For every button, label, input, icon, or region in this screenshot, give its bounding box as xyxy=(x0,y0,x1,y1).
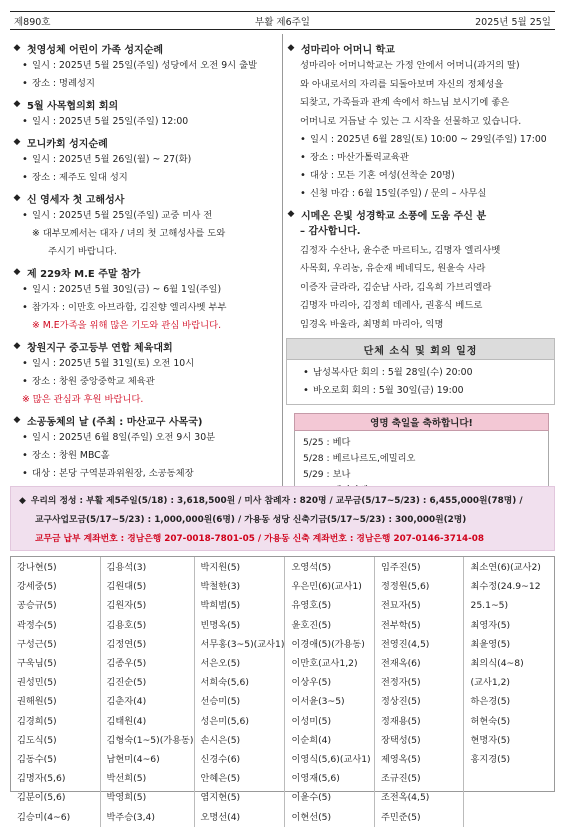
birthday-item: 5/25 : 베다 xyxy=(303,437,351,448)
notice-title: 첫영성체 어린이 가족 성지순례 xyxy=(27,44,164,56)
notice-thanks xyxy=(286,205,555,334)
bulletin-header xyxy=(10,11,555,30)
notice-title: 시메온 은빛 성경학교 소풍에 도움 주신 분 xyxy=(301,210,487,222)
donor-name: 정정원(5,6) xyxy=(380,581,430,593)
donor-column xyxy=(195,557,286,827)
birthday-item: 5/29 : 보나 xyxy=(303,469,351,480)
finance-line: 우리의 정성 : 부활 제5주일(5/18) : 3,618,500원 / 미사 참례자 : 820명 / 교무금(5/17~5/23) : 6,455,000원(78명) / xyxy=(30,496,523,506)
donor-name: 최수정(24.9~12 xyxy=(470,581,541,593)
donor-name: 박희범(5) xyxy=(200,600,241,612)
donor-name: 김경희(5) xyxy=(17,715,57,727)
school-description-line: 되찾고, 가족들과 관계 속에서 하느님 보시기에 좋은 xyxy=(300,97,510,108)
column-divider xyxy=(282,34,283,486)
donor-name: 김용석(3) xyxy=(106,562,147,573)
thanks-names-line: 임경옥 바울라, 최명희 마리아, 익명 xyxy=(300,318,444,330)
donor-name: 이영재(5,6) xyxy=(291,773,340,785)
donor-name: 전정자(5) xyxy=(380,677,421,689)
donor-name: 이영식(5,6)(교사1) xyxy=(291,754,371,766)
donor-name: 손시은(5) xyxy=(200,734,241,746)
donor-name: 정상진(5) xyxy=(380,696,421,708)
donor-name: 윤호진(5) xyxy=(291,619,332,631)
notice-title: 성마리아 어머니 학교 xyxy=(301,44,395,56)
thanks-names-line: 김명자 마리아, 김정희 데레사, 권홍식 베드로 xyxy=(300,300,483,311)
donor-name: 25.1~5) xyxy=(470,600,509,612)
donor-name: 선승미(5) xyxy=(200,696,241,708)
donor-name: 김종우(5) xyxy=(106,658,147,670)
donor-name: 강나현(5) xyxy=(17,562,57,573)
donor-name: 전영진(4,5) xyxy=(380,638,430,650)
notice-note: 주시기 바랍니다. xyxy=(48,246,117,257)
diamond-icon: ◆ xyxy=(13,193,21,203)
donor-name: 구성근(5) xyxy=(17,638,57,650)
notice-red-note: ※ M.E가족을 위해 많은 기도와 관심 바랍니다. xyxy=(32,320,222,331)
donor-name: 이상우(5) xyxy=(291,677,332,689)
diamond-icon: ◆ xyxy=(287,209,295,219)
groups-box xyxy=(286,338,555,405)
notice-item: • 일시 : 2025년 6월 28일(토) 10:00 ~ 29일(주일) 17:00 xyxy=(300,131,555,149)
donor-name: 구욱님(5) xyxy=(17,658,57,670)
school-description-line: 와 아내로서의 자리를 되돌아보며 자신의 정체성을 xyxy=(300,78,504,90)
donor-name: 전부학(5) xyxy=(380,619,421,631)
notice-confession xyxy=(12,189,280,261)
donor-name: 서은오(5) xyxy=(200,658,241,670)
donor-name: 이서윤(3~5) xyxy=(291,696,345,708)
donor-name: 유영호(5) xyxy=(291,600,332,612)
groups-item: • 바오로회 회의 : 5월 30일(금) 19:00 xyxy=(303,382,548,400)
donor-name: 조규진(5) xyxy=(380,773,421,785)
notice-item: • 일시 : 2025년 5월 31일(토) 오전 10시 xyxy=(22,355,280,373)
donor-name: 서희숙(5,6) xyxy=(200,677,249,689)
donor-name: 김승미(4~6) xyxy=(17,811,71,823)
notice-item: • 일시 : 2025년 5월 30일(금) ~ 6월 1일(주일) xyxy=(22,281,280,299)
diamond-icon: ◆ xyxy=(287,43,295,53)
donor-column xyxy=(464,557,554,827)
donor-name: (교사1,2) xyxy=(470,677,511,689)
notice-item: • 장소 : 창원 중앙중학교 체육관 xyxy=(22,373,280,391)
donor-column xyxy=(375,557,465,827)
school-description-line: 성마리아 어머니학교는 가정 안에서 어머니(과거의 딸) xyxy=(300,60,520,71)
finance-box xyxy=(10,486,555,551)
donor-column xyxy=(285,557,375,827)
donor-name: 최윤영(5) xyxy=(470,638,511,650)
thanks-names-line: 사목회, 우리농, 유순재 베네딕도, 원윤숙 사라 xyxy=(300,263,486,274)
notice-item: • 장소 : 창원 MBC홀 xyxy=(22,447,280,465)
right-column xyxy=(286,39,555,484)
donor-name: 현명자(5) xyxy=(470,734,511,746)
birthday-title: 영명 축일을 축하합니다! xyxy=(294,413,549,431)
notice-item: • 일시 : 2025년 5월 25일(주일) 성당에서 오전 9시 출발 xyxy=(22,57,280,75)
notice-title: 5월 사목협의회 회의 xyxy=(27,100,119,112)
donor-name: 김태원(4) xyxy=(106,715,147,727)
donor-name: 최의식(4~8) xyxy=(470,658,524,670)
notice-item: • 일시 : 2025년 6월 8일(주일) 오전 9시 30분 xyxy=(22,429,280,447)
donor-name: 박지원(5) xyxy=(200,562,241,573)
donor-name: 하은경(5) xyxy=(470,696,511,708)
donor-name: 임주진(5) xyxy=(380,562,421,573)
diamond-icon: ◆ xyxy=(13,99,21,109)
donor-name: 강세중(5) xyxy=(17,581,57,593)
diamond-icon: ◆ xyxy=(13,43,21,53)
donor-name: 최영자(5) xyxy=(470,619,511,631)
donor-name: 허현숙(5) xyxy=(470,715,511,727)
donor-name: 권성민(5) xyxy=(17,677,57,689)
donor-name: 권해원(5) xyxy=(17,696,57,708)
notice-mothers-school xyxy=(286,39,555,203)
diamond-icon: ◆ xyxy=(13,415,21,425)
donor-name: 빈명옥(5) xyxy=(200,619,241,631)
donor-name: 안혜은(5) xyxy=(200,773,241,785)
donor-name: 신경수(6) xyxy=(200,754,241,766)
issue-date: 2025년 5월 25일 xyxy=(475,16,551,28)
school-description-line: 어머니로 거듭날 수 있는 그 시작을 선물하고 있습니다. xyxy=(300,115,522,127)
donor-name: 공승규(5) xyxy=(17,600,57,612)
diamond-icon: ◆ xyxy=(13,267,21,277)
left-column xyxy=(12,39,280,484)
notice-item: • 장소 : 마산가톨릭교육관 xyxy=(300,149,555,167)
donor-name: 박주승(3,4) xyxy=(106,811,155,823)
donor-name: 김명자(5,6) xyxy=(17,773,66,785)
donor-name: 이현선(5) xyxy=(291,811,332,823)
donor-name: 오영석(5) xyxy=(291,562,332,573)
notice-title: 모니카회 성지순례 xyxy=(27,138,108,150)
groups-item: • 남성복사단 회의 : 5월 28일(수) 20:00 xyxy=(303,364,548,382)
donor-name: 김용호(5) xyxy=(106,619,147,631)
groups-title: 단체 소식 및 회의 일정 xyxy=(286,338,555,360)
donor-name: 주민준(5) xyxy=(380,811,421,823)
donor-name: 제영옥(5) xyxy=(380,754,421,766)
notice-first-communion xyxy=(12,39,280,93)
donor-name: 김원대(5) xyxy=(106,581,147,593)
notice-item: • 참가자 : 이만호 아브라함, 김진향 엘리사벳 부부 xyxy=(22,299,280,317)
donor-name: 서무홍(3~5)(교사1) xyxy=(200,638,285,650)
donor-column xyxy=(11,557,101,827)
donor-name: 김도식(5) xyxy=(17,734,57,746)
bank-account-line: 교무금 납부 계좌번호 : 경남은행 207-0018-7801-05 / 가용동 신축 계좌번호 : 경남은행 207-0146-3714-08 xyxy=(35,534,484,544)
notice-pastoral-council xyxy=(12,95,280,131)
notice-red-note: ※ 많은 관심과 후원 바랍니다. xyxy=(22,394,144,405)
donor-names-grid xyxy=(10,556,555,823)
notice-item: • 대상 : 모든 기혼 여성(선착순 20명) xyxy=(300,167,555,185)
notice-item: • 일시 : 2025년 5월 25일(주일) 12:00 xyxy=(22,113,280,131)
donor-name: 정재용(5) xyxy=(380,715,421,727)
donor-name: 장택성(5) xyxy=(380,734,421,746)
donor-column xyxy=(101,557,195,827)
notice-title: 신 영세자 첫 고해성사 xyxy=(27,194,125,206)
donor-name: 곽정수(5) xyxy=(17,619,57,631)
diamond-icon: ◆ xyxy=(13,137,21,147)
liturgical-season: 부활 제6주일 xyxy=(255,16,310,28)
donor-name: 김춘자(4) xyxy=(106,696,147,708)
donor-name: 전재옥(6) xyxy=(380,658,421,670)
notice-title: 소공동체의 날 (주최 : 마산교구 사목국) xyxy=(27,416,203,428)
notice-item: • 장소 : 명례성지 xyxy=(22,75,280,93)
donor-name: 이성미(5) xyxy=(291,715,332,727)
donor-name: 전묘자(5) xyxy=(380,600,421,612)
donor-name: 김진순(5) xyxy=(106,677,147,689)
donor-name: 홍지경(5) xyxy=(470,754,511,766)
birthday-item: 5/28 : 베르나르도,에밀리오 xyxy=(303,453,416,464)
donor-name: 박선희(5) xyxy=(106,773,147,785)
diamond-icon: ◆ xyxy=(13,341,21,351)
donor-name: 김형숙(1~5)(가용동) xyxy=(106,734,194,746)
notice-item: • 신청 마감 : 6월 15일(주일) / 문의 – 사무실 xyxy=(300,185,555,203)
thanks-subtitle: – 감사합니다. xyxy=(300,226,361,237)
diamond-icon: ◆ xyxy=(19,496,26,506)
donor-name: 김정연(5) xyxy=(106,638,147,650)
donor-name: 이순희(4) xyxy=(291,734,332,746)
issue-number: 제890호 xyxy=(14,16,51,28)
donor-name: 박영희(5) xyxy=(106,792,147,804)
donor-name: 이경애(5)(가용동) xyxy=(291,638,365,650)
donor-name: 김원자(5) xyxy=(106,600,147,612)
thanks-names-line: 이증자 글라라, 김순남 사라, 김옥희 가브리엘라 xyxy=(300,281,492,293)
notice-monica xyxy=(12,133,280,187)
donor-name: 우은민(6)(교사1) xyxy=(291,581,362,593)
notice-item: • 일시 : 2025년 5월 26일(월) ~ 27(화) xyxy=(22,151,280,169)
donor-name: 오명선(4) xyxy=(200,811,241,823)
donor-name: 이만호(교사1,2) xyxy=(291,658,358,670)
donor-name: 최소연(6)(교사2) xyxy=(470,562,541,573)
donor-name: 성은미(5,6) xyxy=(200,715,249,727)
donor-name: 이윤수(5) xyxy=(291,792,332,804)
notice-note: ※ 대부모께서는 대자 / 녀의 첫 고해성사를 도와 xyxy=(32,228,226,239)
donor-name: 조전옥(4,5) xyxy=(380,792,430,804)
notice-title: 제 229차 M.E 주말 참가 xyxy=(27,268,141,280)
donor-name: 김동수(5) xyxy=(17,754,57,766)
notice-item: • 장소 : 제주도 일대 성지 xyxy=(22,169,280,187)
notice-item: • 일시 : 2025년 5월 25일(주일) 교중 미사 전 xyxy=(22,207,280,225)
notice-item: • 대상 : 본당 구역분과위원장, 소공동체장 xyxy=(22,465,280,483)
notice-me-weekend xyxy=(12,263,280,335)
thanks-names-line: 김정자 수산나, 윤수준 마르티노, 김명자 엘리사벳 xyxy=(300,244,501,256)
donor-name: 박철한(3) xyxy=(200,581,241,593)
donor-name: 남현미(4~6) xyxy=(106,754,160,766)
notice-title: 창원지구 중고등부 연합 체육대회 xyxy=(27,342,173,354)
finance-line: 교구사업모금(5/17~5/23) : 1,000,000원(6명) / 가용동 성당 신축기금(5/17~5/23) : 300,000원(2명) xyxy=(35,515,467,525)
donor-name: 염지현(5) xyxy=(200,792,241,804)
notice-sports-day xyxy=(12,337,280,409)
donor-name: 김분이(5,6) xyxy=(17,792,66,804)
